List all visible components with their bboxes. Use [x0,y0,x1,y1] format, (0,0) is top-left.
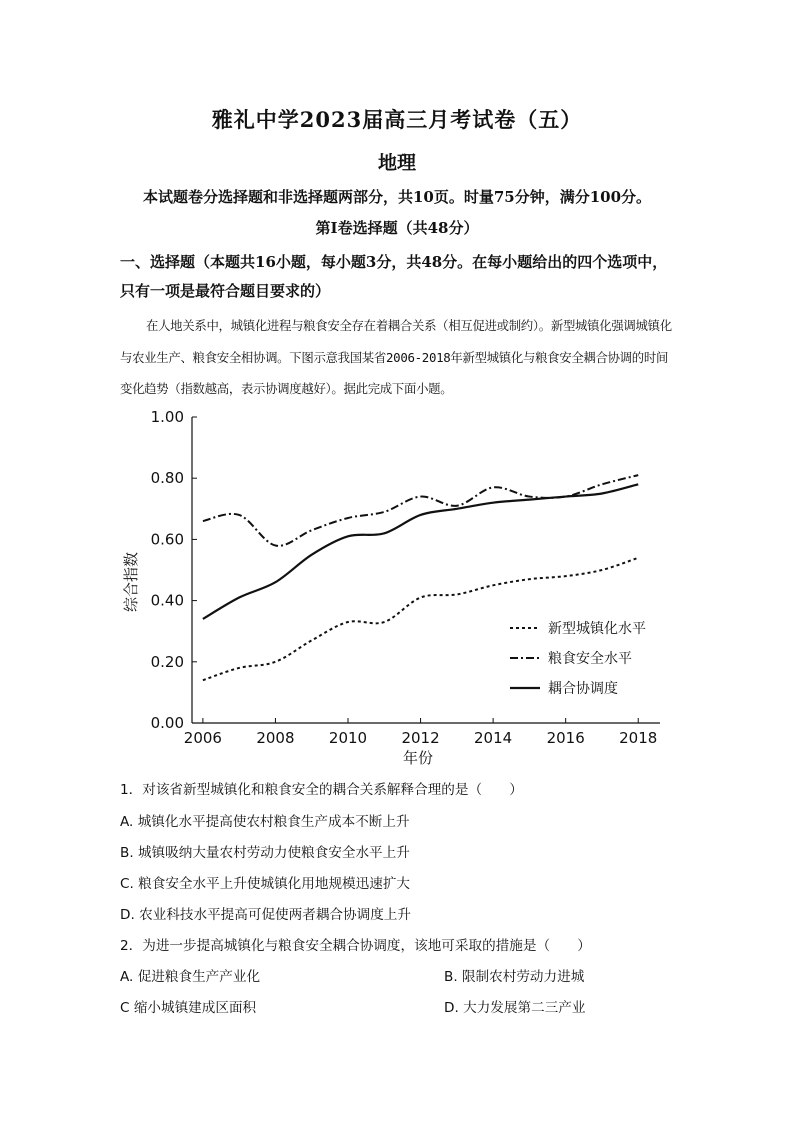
x-tick-label: 2008 [256,729,295,747]
legend-label-1: 新型城镇化水平 [548,621,646,637]
exam-info: 本试题卷分选择题和非选择题两部分，共10页。时量75分钟，满分100分。 [142,188,652,206]
question-2-option-b[interactable]: B. 限制农村劳动力进城 [444,969,585,985]
coupling-line-chart [110,402,670,772]
y-tick-label: 1.00 [150,408,184,426]
question-1-option-d[interactable]: D. 农业科技水平提高可促使两者耦合协调度上升 [120,907,411,923]
section-heading: 一、选择题（本题共16小题，每小题3分，共48分。在每小题给出的四个选项中，只有一项是最符合题目要求的） [120,253,668,300]
question-intro: 在人地关系中，城镇化进程与粮食安全存在着耦合关系（相互促进或制约）。新型城镇化强调城镇化与农业生产、粮食安全相协调。下图示意我国某省2006-2018年新型城镇化与粮食安全耦合协调的时间变化趋势（指数越高，表示协调度越好）。据此完成下面小题。 [120,318,672,396]
question-1-stem: 1．对该省新型城镇化和粮食安全的耦合关系解释合理的是（ ） [120,782,523,798]
question-2-option-a[interactable]: A. 促进粮食生产产业化 [120,969,261,985]
question-2-option-d[interactable]: D. 大力发展第二三产业 [444,1000,586,1016]
y-axis-label: 综合指数 [122,551,140,613]
series-line-3 [203,484,638,619]
question-1-option-a[interactable]: A. 城镇化水平提高使农村粮食生产成本不断上升 [120,814,410,830]
question-2-stem: 2．为进一步提高城镇化与粮食安全耦合协调度，该地可采取的措施是（ ） [120,938,591,954]
legend-label-3: 耦合协调度 [548,681,618,697]
legend-label-2: 粮食安全水平 [548,651,632,667]
question-2-option-c[interactable]: C 缩小城镇建成区面积 [120,1000,257,1016]
question-1-option-c[interactable]: C. 粮食安全水平上升使城镇化用地规模迅速扩大 [120,876,411,892]
part-heading: 第Ⅰ卷选择题（共48分） [315,219,479,237]
question-1-option-b[interactable]: B. 城镇吸纳大量农村劳动力使粮食安全水平上升 [120,845,410,861]
x-tick-label: 2016 [546,729,585,747]
y-tick-label: 0.00 [150,714,184,732]
subject-title: 地理 [377,152,416,174]
y-tick-label: 0.60 [150,530,184,549]
y-tick-label: 0.20 [150,652,184,671]
y-tick-label: 0.80 [150,469,184,488]
y-tick-label: 0.40 [150,591,184,610]
x-tick-label: 2010 [328,729,368,747]
x-tick-label: 2014 [474,729,513,747]
x-tick-label: 2012 [401,729,440,747]
series-line-2 [203,475,638,546]
exam-title: 雅礼中学2023届高三月考试卷（五） [211,107,583,132]
x-axis-label: 年份 [402,749,434,767]
x-tick-label: 2006 [183,729,222,747]
x-tick-label: 2018 [619,729,658,747]
